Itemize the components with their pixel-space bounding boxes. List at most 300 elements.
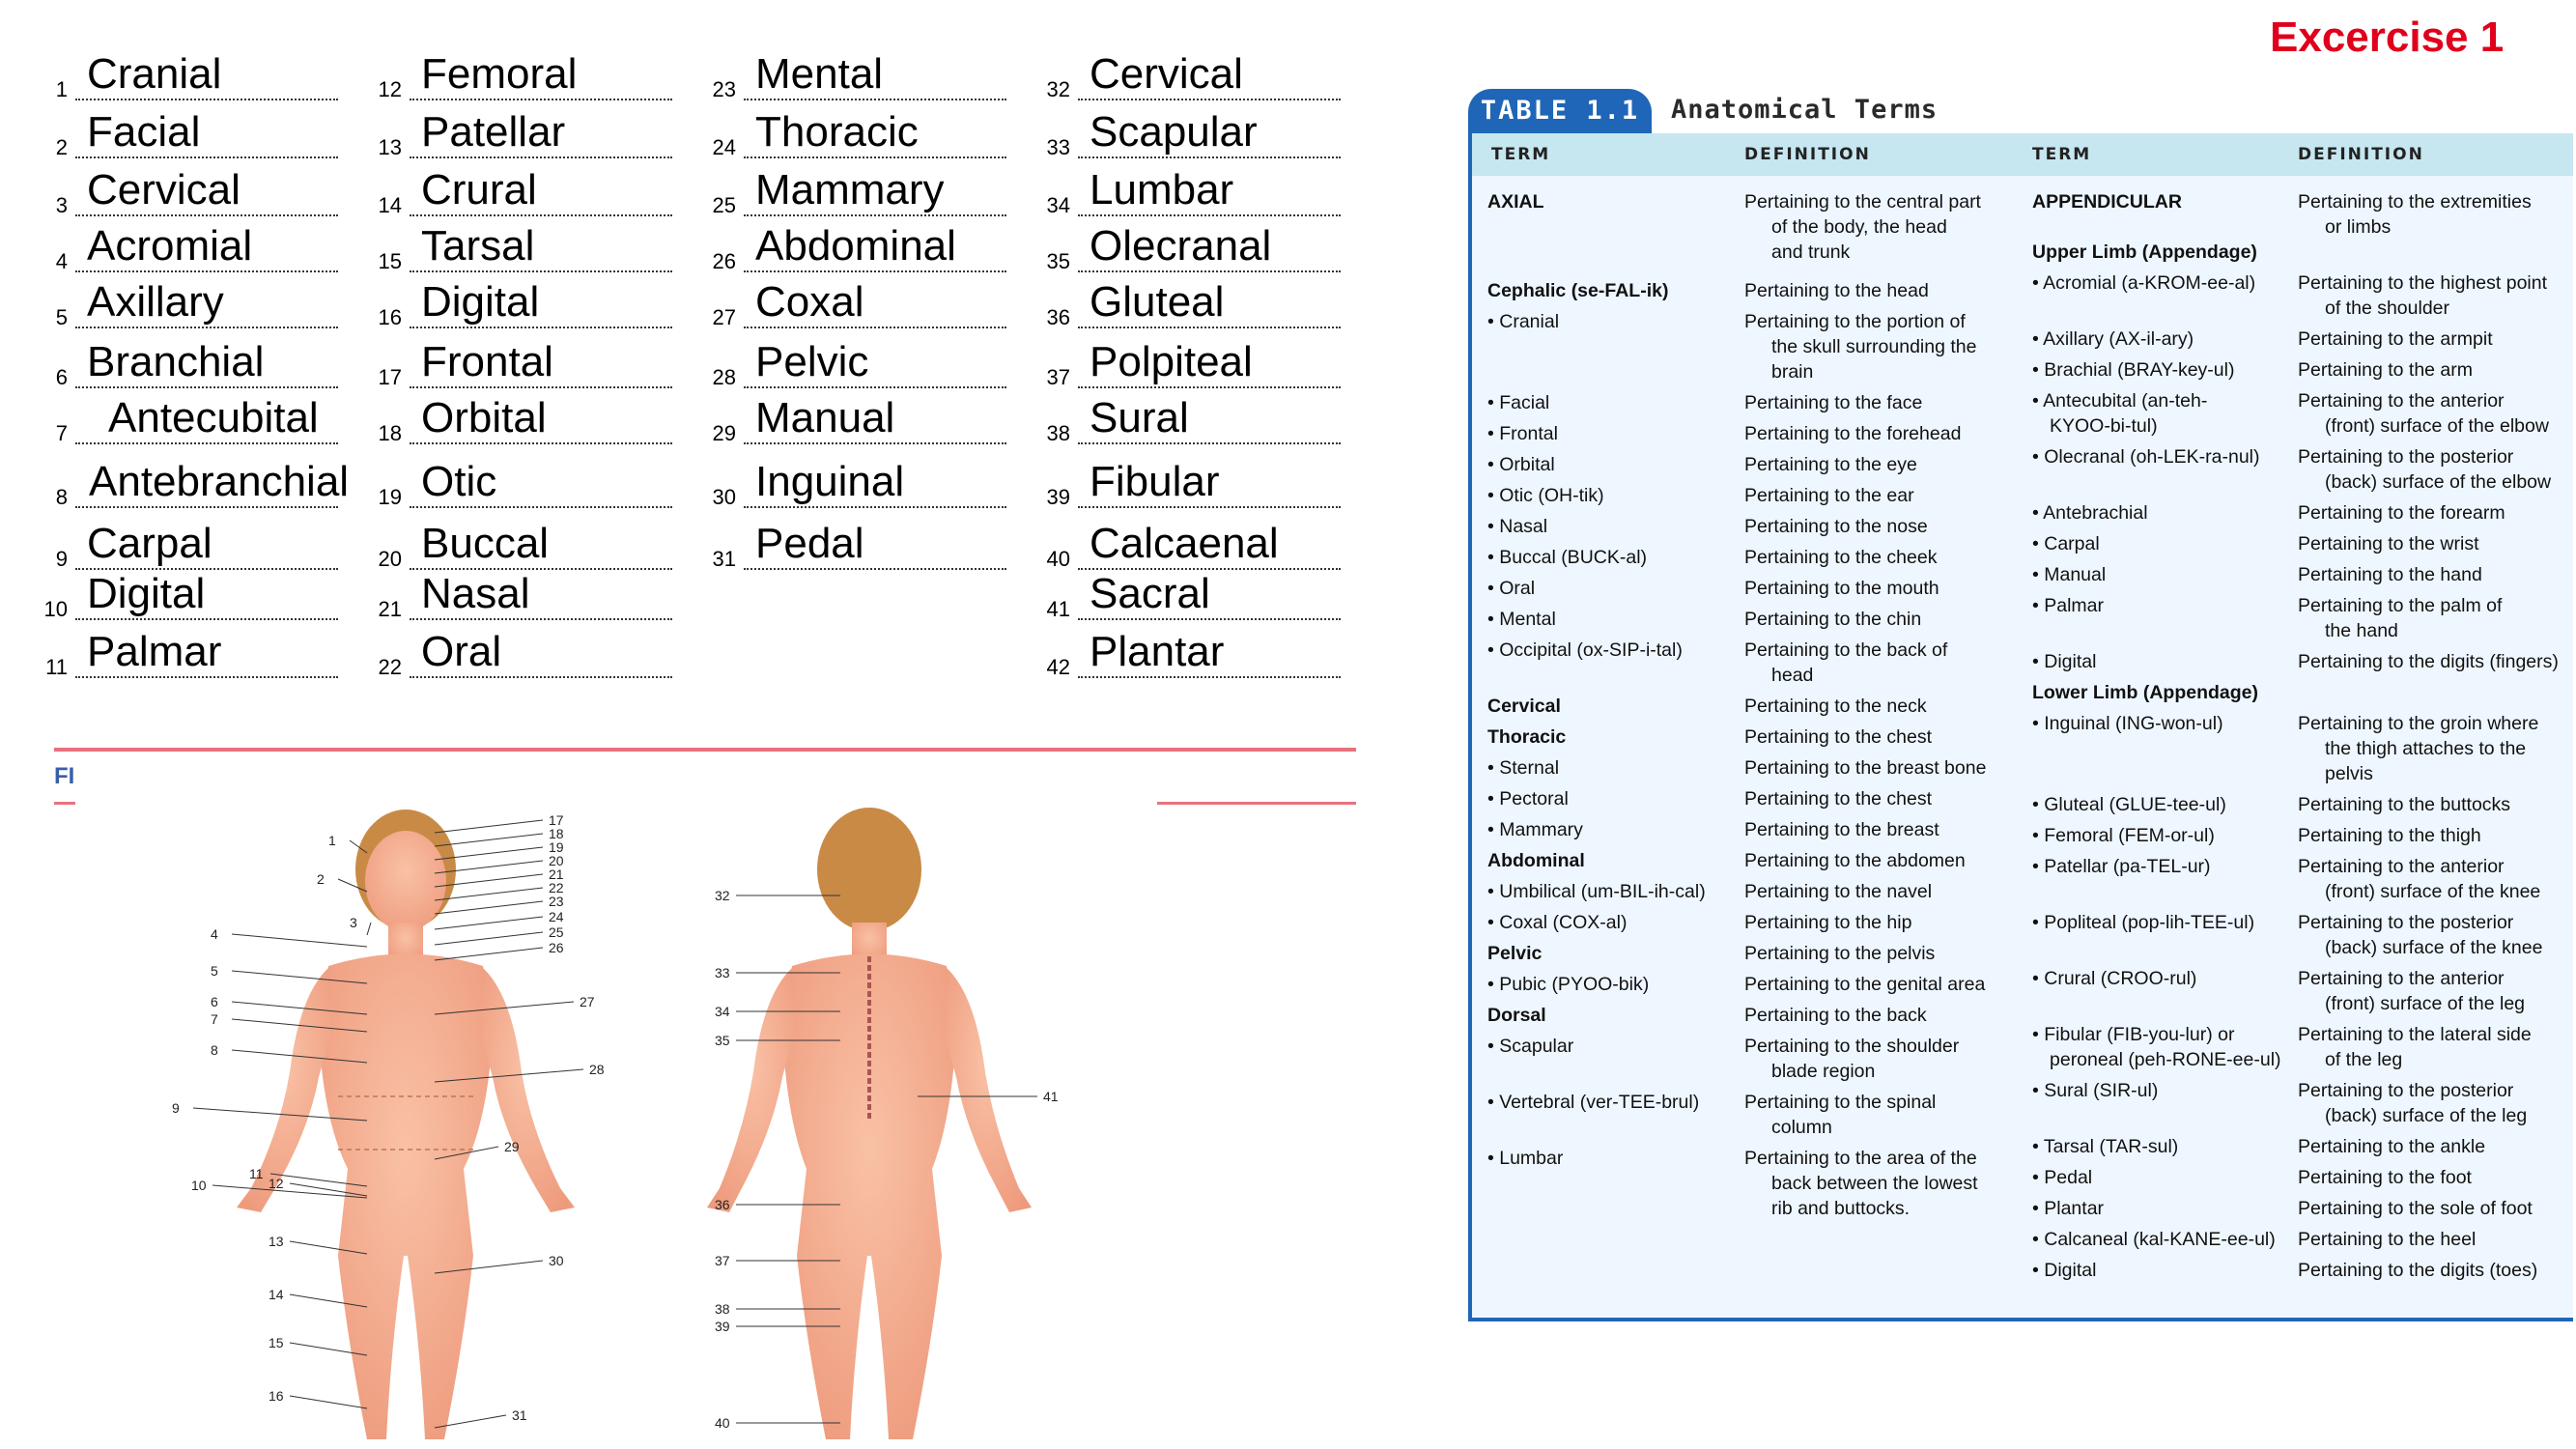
table-definition bbox=[2298, 500, 2505, 526]
table-definition bbox=[1744, 724, 1932, 750]
answer-blank[interactable] bbox=[707, 520, 1064, 578]
answer-word[interactable]: Tarsal bbox=[421, 222, 535, 270]
answer-word[interactable]: Fibular bbox=[1090, 458, 1220, 505]
term-text: AXIAL bbox=[1487, 191, 1544, 213]
answer-blank[interactable] bbox=[1041, 628, 1399, 686]
term-text: • Umbilical (um-BIL-ih-cal) bbox=[1487, 881, 1706, 902]
answer-number: 26 bbox=[712, 249, 736, 273]
figure-leader-line bbox=[435, 901, 543, 914]
table-definition bbox=[2298, 357, 2473, 383]
definition-line: Pertaining to the forehead bbox=[1744, 423, 1962, 444]
table-definition bbox=[2298, 910, 2542, 960]
answer-number: 25 bbox=[712, 193, 736, 217]
answer-line bbox=[410, 442, 672, 444]
answer-line bbox=[410, 156, 672, 158]
answer-blank[interactable] bbox=[1041, 338, 1399, 396]
term-text: • Mental bbox=[1487, 609, 1556, 630]
definition-line: rib and buttocks. bbox=[1771, 1198, 1911, 1219]
term-text: • Digital bbox=[2032, 1260, 2097, 1281]
term-text: • Carpal bbox=[2032, 533, 2100, 554]
answer-blank[interactable] bbox=[1041, 520, 1399, 578]
term-text: • Digital bbox=[2032, 651, 2097, 672]
definition-line: Pertaining to the ear bbox=[1744, 485, 1914, 506]
answer-number: 3 bbox=[55, 193, 68, 217]
answer-blank[interactable] bbox=[1041, 278, 1399, 336]
answer-word[interactable]: Antecubital bbox=[108, 394, 319, 441]
table-term bbox=[2032, 792, 2226, 817]
table-term bbox=[1487, 638, 1683, 663]
answer-blank[interactable] bbox=[707, 458, 1064, 516]
answer-number: 13 bbox=[378, 135, 402, 159]
answer-word[interactable]: Pedal bbox=[755, 520, 864, 567]
answer-line bbox=[744, 214, 1006, 216]
table-definition bbox=[2298, 792, 2510, 817]
answer-blank[interactable] bbox=[39, 394, 396, 452]
answer-word[interactable]: Branchial bbox=[87, 338, 265, 385]
term-text: • Scapular bbox=[1487, 1036, 1574, 1057]
figure-label-number: 27 bbox=[580, 994, 595, 1009]
term-text: Abdominal bbox=[1487, 850, 1585, 871]
answer-word[interactable]: Mammary bbox=[755, 166, 945, 213]
table-body bbox=[1468, 133, 2573, 1321]
table-definition bbox=[1744, 972, 1985, 997]
answer-blank[interactable] bbox=[707, 278, 1064, 336]
definition-line: (front) surface of the elbow bbox=[2325, 415, 2549, 437]
figure-leader-line bbox=[435, 820, 543, 833]
table-term bbox=[1487, 607, 1556, 632]
definition-line: Pertaining to the groin where bbox=[2298, 713, 2539, 734]
answer-word[interactable]: Manual bbox=[755, 394, 895, 441]
answer-line bbox=[75, 214, 338, 216]
table-definition bbox=[1744, 576, 1939, 601]
answer-number: 16 bbox=[378, 305, 402, 329]
answer-word[interactable]: Plantar bbox=[1090, 628, 1225, 675]
answer-word[interactable]: Thoracic bbox=[755, 108, 919, 156]
definition-line: Pertaining to the chin bbox=[1744, 609, 1922, 630]
answer-blank[interactable] bbox=[707, 50, 1064, 108]
table-term bbox=[2032, 711, 2223, 736]
answer-number: 18 bbox=[378, 421, 402, 445]
definition-line: of the body, the head bbox=[1771, 216, 1947, 238]
answer-line bbox=[1078, 442, 1341, 444]
table-term bbox=[2032, 1078, 2158, 1103]
table-definition bbox=[1744, 545, 1937, 570]
answer-number: 34 bbox=[1046, 193, 1070, 217]
answer-word[interactable]: Acromial bbox=[87, 222, 253, 270]
answer-word[interactable]: Cranial bbox=[87, 50, 222, 98]
figure-label-number: 39 bbox=[715, 1319, 730, 1334]
table-term bbox=[2032, 327, 2194, 352]
figure-label-number: 22 bbox=[549, 880, 564, 895]
answer-line bbox=[1078, 270, 1341, 272]
term-text: • Plantar bbox=[2032, 1198, 2105, 1219]
table-definition bbox=[1744, 817, 1939, 842]
answer-word[interactable]: Abdominal bbox=[755, 222, 956, 270]
definition-line: Pertaining to the central part bbox=[1744, 191, 1981, 213]
answer-number: 41 bbox=[1046, 597, 1070, 621]
answer-word[interactable]: Frontal bbox=[421, 338, 553, 385]
answer-blank[interactable] bbox=[373, 166, 730, 224]
term-text: Dorsal bbox=[1487, 1005, 1546, 1026]
term-text: Pelvic bbox=[1487, 943, 1543, 964]
section-divider bbox=[54, 748, 1356, 752]
table-term bbox=[2032, 1258, 2096, 1283]
figure-leader-line bbox=[435, 834, 543, 846]
figure-label-number: 2 bbox=[317, 871, 325, 887]
figure-label-number: 33 bbox=[715, 965, 730, 980]
figure-label-number: 41 bbox=[1043, 1089, 1059, 1104]
table-term bbox=[1487, 309, 1559, 334]
table-definition bbox=[2298, 562, 2482, 587]
table-term bbox=[1487, 848, 1585, 873]
table-definition bbox=[1744, 786, 1932, 811]
answer-blank[interactable] bbox=[373, 458, 730, 516]
answer-word[interactable]: Olecranal bbox=[1090, 222, 1272, 270]
answer-word[interactable]: Cervical bbox=[87, 166, 241, 213]
definition-line: blade region bbox=[1771, 1061, 1876, 1082]
table-definition bbox=[2298, 531, 2479, 556]
answer-word[interactable]: Calcaenal bbox=[1090, 520, 1279, 567]
table-definition bbox=[1744, 390, 1922, 415]
table-term bbox=[2032, 1022, 2281, 1072]
figure-leader-line bbox=[435, 932, 543, 945]
answer-number: 5 bbox=[55, 305, 68, 329]
anatomical-terms-table bbox=[1468, 89, 2576, 1325]
answer-blank[interactable] bbox=[39, 458, 396, 516]
term-text: Cervical bbox=[1487, 696, 1561, 717]
term-text: Cephalic (se-FAL-ik) bbox=[1487, 280, 1669, 301]
answer-blank[interactable] bbox=[373, 50, 730, 108]
answer-line bbox=[410, 676, 672, 678]
table-definition bbox=[2298, 711, 2538, 786]
answer-number: 4 bbox=[55, 249, 68, 273]
term-text: • Mammary bbox=[1487, 819, 1583, 840]
table-term bbox=[2032, 910, 2254, 935]
definition-line: Pertaining to the forearm bbox=[2298, 502, 2505, 524]
figure-label-number: 1 bbox=[328, 833, 336, 848]
answer-line bbox=[75, 270, 338, 272]
figure-label-number: 36 bbox=[715, 1197, 730, 1212]
definition-line: Pertaining to the neck bbox=[1744, 696, 1927, 717]
definition-line: Pertaining to the eye bbox=[1744, 454, 1917, 475]
answer-word[interactable]: Oral bbox=[421, 628, 502, 675]
definition-line: Pertaining to the foot bbox=[2298, 1167, 2472, 1188]
answer-blank[interactable] bbox=[1041, 108, 1399, 166]
answer-word[interactable]: Coxal bbox=[755, 278, 864, 326]
term-text: • Antecubital (an-teh- bbox=[2032, 390, 2208, 412]
figure-label-number: 38 bbox=[715, 1301, 730, 1317]
definition-line: Pertaining to the ankle bbox=[2298, 1136, 2486, 1157]
answer-blank[interactable] bbox=[39, 222, 396, 280]
answer-line bbox=[75, 618, 338, 620]
answer-blank[interactable] bbox=[39, 108, 396, 166]
table-term bbox=[1487, 189, 1544, 214]
answer-line bbox=[744, 386, 1006, 388]
term-text: • Orbital bbox=[1487, 454, 1555, 475]
answer-blank[interactable] bbox=[39, 50, 396, 108]
term-text: • Oral bbox=[1487, 578, 1536, 599]
definition-line: Pertaining to the digits (toes) bbox=[2298, 1260, 2538, 1281]
term-text: • Inguinal (ING-won-ul) bbox=[2032, 713, 2223, 734]
answer-word[interactable]: Pelvic bbox=[755, 338, 869, 385]
answer-word[interactable]: Axillary bbox=[87, 278, 224, 326]
table-term bbox=[2032, 966, 2196, 991]
anatomical-figure bbox=[145, 802, 1159, 1449]
answer-line bbox=[75, 99, 338, 100]
answer-word[interactable]: Orbital bbox=[421, 394, 547, 441]
figure-label-number: 37 bbox=[715, 1253, 730, 1268]
figure-label-number: 8 bbox=[211, 1042, 218, 1058]
table-term bbox=[1487, 755, 1559, 781]
term-text: Upper Limb (Appendage) bbox=[2032, 242, 2257, 263]
table-term bbox=[1487, 941, 1542, 966]
figure-label-number: 31 bbox=[512, 1407, 527, 1423]
table-term bbox=[1487, 817, 1583, 842]
answer-blank[interactable] bbox=[39, 570, 396, 628]
answer-word[interactable]: Buccal bbox=[421, 520, 550, 567]
term-text: • Frontal bbox=[1487, 423, 1558, 444]
answer-blank[interactable] bbox=[373, 520, 730, 578]
table-term bbox=[2032, 1227, 2276, 1252]
term-text: • Patellar (pa-TEL-ur) bbox=[2032, 856, 2211, 877]
answer-blank[interactable] bbox=[373, 570, 730, 628]
table-term bbox=[2032, 649, 2096, 674]
term-text: • Vertebral (ver-TEE-brul) bbox=[1487, 1092, 1700, 1113]
definition-line: and trunk bbox=[1771, 242, 1851, 263]
table-definition bbox=[1744, 1034, 1959, 1084]
answer-blank[interactable] bbox=[1041, 570, 1399, 628]
answer-word[interactable]: Cervical bbox=[1090, 50, 1243, 98]
answer-word[interactable]: Digital bbox=[87, 570, 206, 617]
figure-caption-rule-left bbox=[54, 802, 75, 805]
definition-line: Pertaining to the wrist bbox=[2298, 533, 2479, 554]
answer-number: 7 bbox=[55, 421, 68, 445]
answer-number: 17 bbox=[378, 365, 402, 389]
header-term-right: TERM bbox=[2032, 145, 2092, 164]
term-text: • Calcaneal (kal-KANE-ee-ul) bbox=[2032, 1229, 2276, 1250]
definition-line: Pertaining to the back bbox=[1744, 1005, 1927, 1026]
term-text: • Pectoral bbox=[1487, 788, 1569, 810]
answer-blank[interactable] bbox=[39, 166, 396, 224]
definition-line: Pertaining to the digits (fingers) bbox=[2298, 651, 2559, 672]
table-term bbox=[1487, 972, 1649, 997]
answer-blank[interactable] bbox=[373, 338, 730, 396]
table-term bbox=[2032, 823, 2215, 848]
answer-word[interactable]: Crural bbox=[421, 166, 537, 213]
answer-blank[interactable] bbox=[707, 108, 1064, 166]
table-term bbox=[1487, 514, 1547, 539]
answer-line bbox=[410, 214, 672, 216]
answer-blank[interactable] bbox=[39, 520, 396, 578]
term-text: • Gluteal (GLUE-tee-ul) bbox=[2032, 794, 2226, 815]
answer-blank[interactable] bbox=[707, 394, 1064, 452]
header-definition-left: DEFINITION bbox=[1744, 145, 1871, 164]
answer-line bbox=[1078, 676, 1341, 678]
table-term bbox=[2032, 531, 2100, 556]
answer-line bbox=[75, 506, 338, 508]
answer-word[interactable]: Scapular bbox=[1090, 108, 1258, 156]
table-term bbox=[1487, 694, 1561, 719]
answer-word[interactable]: Antebranchial bbox=[89, 458, 350, 505]
answer-number: 15 bbox=[378, 249, 402, 273]
table-definition bbox=[2298, 1196, 2533, 1221]
answer-word[interactable]: Nasal bbox=[421, 570, 530, 617]
answer-word[interactable]: Polpiteal bbox=[1090, 338, 1253, 385]
table-term bbox=[1487, 278, 1668, 303]
term-text: • Manual bbox=[2032, 564, 2107, 585]
figure-label-number: 10 bbox=[191, 1178, 207, 1193]
table-definition bbox=[1744, 755, 1986, 781]
answer-number: 38 bbox=[1046, 421, 1070, 445]
definition-line: Pertaining to the chest bbox=[1744, 726, 1933, 748]
definition-line: Pertaining to the extremities bbox=[2298, 191, 2532, 213]
answer-word[interactable]: Facial bbox=[87, 108, 201, 156]
answer-word[interactable]: Mental bbox=[755, 50, 884, 98]
answer-blank[interactable] bbox=[39, 628, 396, 686]
answer-number: 35 bbox=[1046, 249, 1070, 273]
figure-leader-line bbox=[367, 923, 371, 935]
definition-line: Pertaining to the posterior bbox=[2298, 1080, 2514, 1101]
figure-label-number: 25 bbox=[549, 924, 564, 940]
answer-blank[interactable] bbox=[1041, 222, 1399, 280]
term-text: • Sternal bbox=[1487, 757, 1560, 779]
answer-blank[interactable] bbox=[373, 222, 730, 280]
table-term bbox=[1487, 1034, 1573, 1059]
table-term bbox=[1487, 879, 1706, 904]
answer-word[interactable]: Patellar bbox=[421, 108, 566, 156]
definition-line: Pertaining to the lateral side bbox=[2298, 1024, 2532, 1045]
definition-line: Pertaining to the area of the bbox=[1744, 1148, 1977, 1169]
definition-line: Pertaining to the palm of bbox=[2298, 595, 2503, 616]
definition-line: Pertaining to the genital area bbox=[1744, 974, 1986, 995]
term-text: Thoracic bbox=[1487, 726, 1567, 748]
answer-number: 10 bbox=[43, 597, 68, 621]
table-term bbox=[1487, 786, 1569, 811]
table-term bbox=[1487, 483, 1604, 508]
table-definition bbox=[2298, 189, 2532, 240]
table-definition bbox=[1744, 1090, 1936, 1140]
table-definition bbox=[2298, 327, 2493, 352]
table-definition bbox=[2298, 1258, 2537, 1283]
answer-blank[interactable] bbox=[1041, 394, 1399, 452]
answer-blank[interactable] bbox=[707, 222, 1064, 280]
definition-line: back between the lowest bbox=[1771, 1173, 1978, 1194]
answer-number: 11 bbox=[45, 655, 68, 679]
definition-line: Pertaining to the posterior bbox=[2298, 446, 2514, 468]
answer-blank[interactable] bbox=[373, 108, 730, 166]
table-definition bbox=[1744, 607, 1921, 632]
figure-leader-line bbox=[290, 1396, 367, 1408]
table-definition bbox=[1744, 638, 1947, 688]
answer-word[interactable]: Gluteal bbox=[1090, 278, 1225, 326]
answer-line bbox=[410, 506, 672, 508]
term-text: • Occipital (ox-SIP-i-tal) bbox=[1487, 639, 1683, 661]
term-text: • Palmar bbox=[2032, 595, 2105, 616]
answer-blank[interactable] bbox=[373, 394, 730, 452]
definition-line: or limbs bbox=[2325, 216, 2392, 238]
answer-blank[interactable] bbox=[39, 278, 396, 336]
figure-leader-line bbox=[435, 917, 543, 929]
answer-number: 20 bbox=[378, 547, 402, 571]
term-text-continued: peroneal (peh-RONE-ee-ul) bbox=[2050, 1049, 2281, 1070]
answer-blank[interactable] bbox=[1041, 50, 1399, 108]
term-text: • Axillary (AX-il-ary) bbox=[2032, 328, 2194, 350]
table-term bbox=[1487, 1146, 1563, 1171]
answer-line bbox=[744, 99, 1006, 100]
answer-blank[interactable] bbox=[707, 338, 1064, 396]
figure-label-number: 18 bbox=[549, 826, 564, 841]
answer-sheet bbox=[0, 0, 1372, 744]
term-text: • Tarsal (TAR-sul) bbox=[2032, 1136, 2179, 1157]
answer-word[interactable]: Inguinal bbox=[755, 458, 905, 505]
figure-label-number: 34 bbox=[715, 1004, 730, 1019]
answer-blank[interactable] bbox=[373, 278, 730, 336]
definition-line: (front) surface of the knee bbox=[2325, 881, 2541, 902]
answer-blank[interactable] bbox=[1041, 458, 1399, 516]
table-definition bbox=[2298, 593, 2502, 643]
answer-blank[interactable] bbox=[373, 628, 730, 686]
figure-label-number: 12 bbox=[269, 1176, 284, 1191]
table-header-row bbox=[1472, 133, 2573, 176]
figure-label-number: 24 bbox=[549, 909, 564, 924]
table-definition bbox=[2298, 1165, 2472, 1190]
answer-word[interactable]: Palmar bbox=[87, 628, 222, 675]
definition-line: Pertaining to the portion of bbox=[1744, 311, 1966, 332]
table-definition bbox=[2298, 1227, 2476, 1252]
definition-line: brain bbox=[1771, 361, 1814, 383]
answer-word[interactable]: Lumbar bbox=[1090, 166, 1234, 213]
answer-number: 42 bbox=[1046, 655, 1070, 679]
table-badge: TABLE 1.1 bbox=[1468, 89, 1652, 133]
term-text: • Pubic (PYOO-bik) bbox=[1487, 974, 1650, 995]
answer-number: 30 bbox=[712, 485, 736, 509]
table-definition bbox=[1744, 421, 1961, 446]
answer-blank[interactable] bbox=[1041, 166, 1399, 224]
table-definition bbox=[1744, 941, 1935, 966]
table-term bbox=[1487, 545, 1647, 570]
answer-line bbox=[410, 618, 672, 620]
table-definition bbox=[2298, 270, 2547, 321]
answer-word[interactable]: Sural bbox=[1090, 394, 1189, 441]
answer-line bbox=[1078, 386, 1341, 388]
answer-line bbox=[75, 327, 338, 328]
answer-number: 31 bbox=[712, 547, 736, 571]
table-term bbox=[2032, 854, 2211, 879]
definition-line: Pertaining to the back of bbox=[1744, 639, 1948, 661]
figure-label-number: 23 bbox=[549, 894, 564, 909]
figure-label-number: 7 bbox=[211, 1011, 218, 1027]
answer-word[interactable]: Carpal bbox=[87, 520, 212, 567]
answer-line bbox=[410, 99, 672, 100]
definition-line: Pertaining to the face bbox=[1744, 392, 1923, 413]
table-definition bbox=[1744, 910, 1911, 935]
definition-line: Pertaining to the shoulder bbox=[1744, 1036, 1960, 1057]
answer-word[interactable]: Sacral bbox=[1090, 570, 1210, 617]
answer-word[interactable]: Femoral bbox=[421, 50, 578, 98]
term-text: APPENDICULAR bbox=[2032, 191, 2182, 213]
answer-blank[interactable] bbox=[707, 166, 1064, 224]
answer-word[interactable]: Digital bbox=[421, 278, 540, 326]
answer-number: 27 bbox=[712, 305, 736, 329]
table-term bbox=[2032, 680, 2258, 705]
answer-blank[interactable] bbox=[39, 338, 396, 396]
header-term-left: TERM bbox=[1491, 145, 1551, 164]
figure-leader-line bbox=[232, 934, 367, 947]
table-definition bbox=[2298, 1022, 2532, 1072]
definition-line: Pertaining to the hand bbox=[2298, 564, 2482, 585]
answer-word[interactable]: Otic bbox=[421, 458, 497, 505]
figure-label-number: 4 bbox=[211, 926, 218, 942]
